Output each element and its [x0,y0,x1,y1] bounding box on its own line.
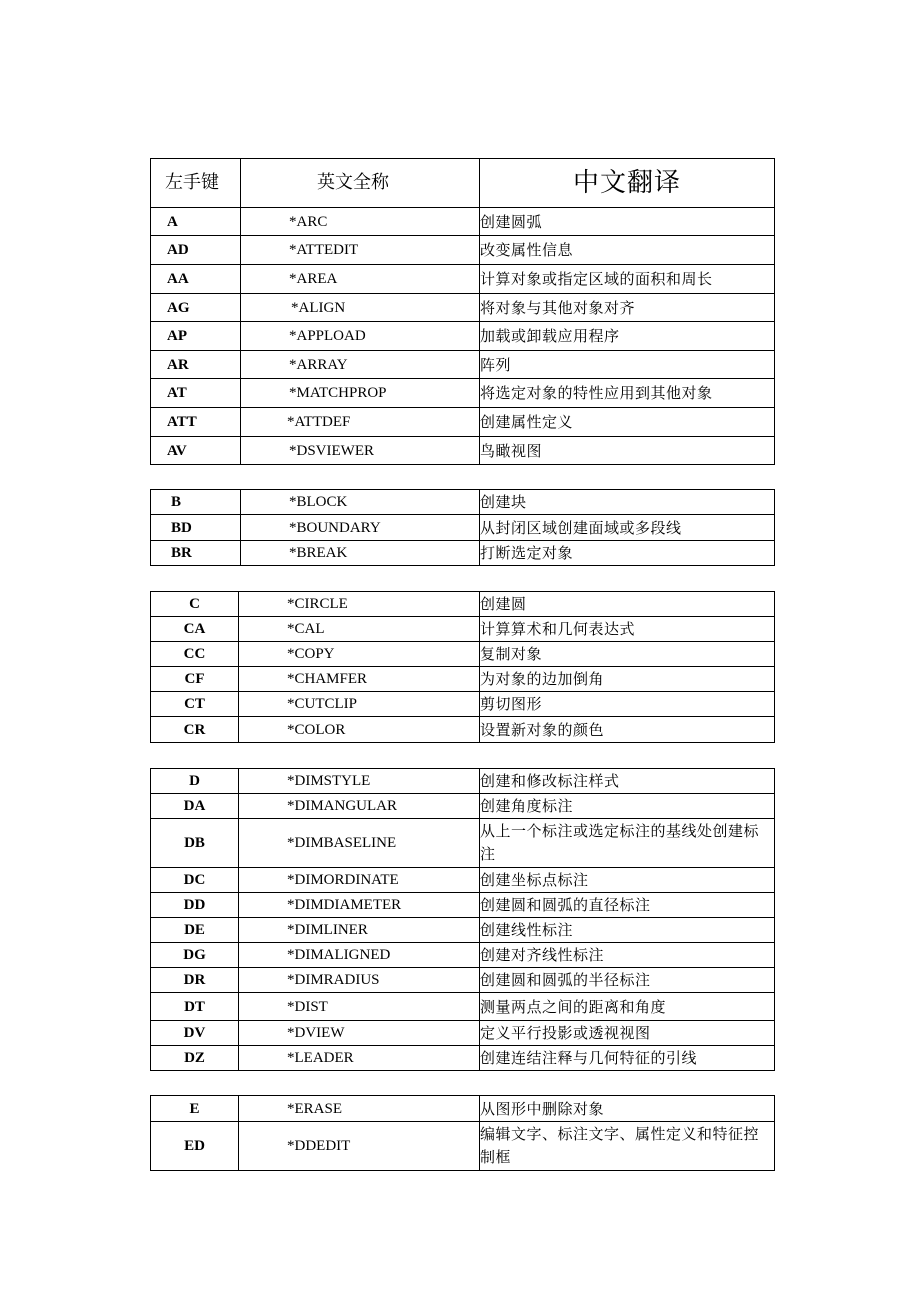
row-desc: 创建线性标注 [480,918,775,943]
row-desc: 定义平行投影或透视视图 [480,1021,775,1046]
row-cmd: *DIMBASELINE [239,819,480,868]
table-row [151,819,775,868]
row-cmd: *AREA [241,265,480,294]
row-key: ATT [151,408,241,437]
row-desc: 打断选定对象 [480,541,775,566]
header-cmd: 英文全称 [241,159,480,208]
table-row [151,592,775,617]
table-row [151,408,775,437]
row-desc: 从封闭区域创建面域或多段线 [480,515,775,541]
row-key: ED [151,1122,239,1171]
row-desc: 从图形中删除对象 [480,1096,775,1122]
row-cmd: *DIMANGULAR [239,794,480,819]
table-row [151,667,775,692]
row-key: CR [151,717,239,743]
table-row [151,642,775,667]
row-desc: 创建坐标点标注 [480,868,775,893]
row-cmd: *BREAK [241,541,480,566]
row-key: DE [151,918,239,943]
row-cmd: *BLOCK [241,490,480,515]
table-header-row [151,159,775,208]
row-cmd: *ALIGN [241,294,480,322]
row-desc: 从上一个标注或选定标注的基线处创建标注 [480,819,775,868]
row-cmd: *ARC [241,208,480,236]
row-key: DR [151,968,239,993]
row-cmd: *DDEDIT [239,1122,480,1171]
table-row [151,236,775,265]
header-key: 左手键 [151,159,241,208]
row-cmd: *DSVIEWER [241,437,480,465]
table-row [151,1021,775,1046]
row-key: AR [151,351,241,379]
table-row [151,490,775,515]
row-cmd: *MATCHPROP [241,379,480,408]
table-row [151,769,775,794]
row-key: DA [151,794,239,819]
table-row [151,794,775,819]
row-desc: 鸟瞰视图 [480,437,775,465]
row-key: AP [151,322,241,351]
row-key: CF [151,667,239,692]
row-cmd: *DVIEW [239,1021,480,1046]
table-row [151,692,775,717]
row-key: CT [151,692,239,717]
row-key: CA [151,617,239,642]
row-cmd: *DIMRADIUS [239,968,480,993]
row-cmd: *DIST [239,993,480,1021]
table-row [151,208,775,236]
table-row [151,322,775,351]
row-key: C [151,592,239,617]
row-key: AV [151,437,241,465]
row-cmd: *DIMALIGNED [239,943,480,968]
row-desc: 创建对齐线性标注 [480,943,775,968]
row-desc: 计算算术和几何表达式 [480,617,775,642]
row-cmd: *CAL [239,617,480,642]
row-desc: 创建圆弧 [480,208,775,236]
row-key: DC [151,868,239,893]
table-a-group [150,158,775,465]
table-row [151,515,775,541]
row-key: CC [151,642,239,667]
row-cmd: *APPLOAD [241,322,480,351]
row-cmd: *ATTEDIT [241,236,480,265]
row-desc: 为对象的边加倒角 [480,667,775,692]
table-row [151,918,775,943]
header-desc: 中文翻译 [480,159,775,208]
row-key: B [151,490,241,515]
row-cmd: *CUTCLIP [239,692,480,717]
row-desc: 阵列 [480,351,775,379]
row-cmd: *ERASE [239,1096,480,1122]
row-key: BD [151,515,241,541]
row-cmd: *DIMLINER [239,918,480,943]
row-desc: 设置新对象的颜色 [480,717,775,743]
table-b-group [150,489,775,566]
row-desc: 创建和修改标注样式 [480,769,775,794]
row-desc: 创建圆和圆弧的半径标注 [480,968,775,993]
row-desc: 创建块 [480,490,775,515]
table-row [151,1046,775,1071]
row-desc: 改变属性信息 [480,236,775,265]
row-key: BR [151,541,241,566]
row-key: DT [151,993,239,1021]
table-row [151,265,775,294]
table-row [151,294,775,322]
row-key: DZ [151,1046,239,1071]
row-desc: 剪切图形 [480,692,775,717]
table-row [151,1096,775,1122]
row-cmd: *BOUNDARY [241,515,480,541]
row-desc: 复制对象 [480,642,775,667]
table-row [151,379,775,408]
row-desc: 创建属性定义 [480,408,775,437]
row-key: DD [151,893,239,918]
row-key: AG [151,294,241,322]
row-cmd: *CIRCLE [239,592,480,617]
table-row [151,541,775,566]
table-row [151,351,775,379]
row-desc: 编辑文字、标注文字、属性定义和特征控制框 [480,1122,775,1171]
table-d-group [150,768,775,1071]
row-desc: 加载或卸载应用程序 [480,322,775,351]
row-desc: 创建圆和圆弧的直径标注 [480,893,775,918]
row-key: DB [151,819,239,868]
row-cmd: *ARRAY [241,351,480,379]
row-key: E [151,1096,239,1122]
table-row [151,717,775,743]
table-c-group [150,591,775,743]
row-key: DG [151,943,239,968]
row-cmd: *DIMORDINATE [239,868,480,893]
row-cmd: *ATTDEF [241,408,480,437]
row-key: AT [151,379,241,408]
table-row [151,943,775,968]
row-cmd: *DIMDIAMETER [239,893,480,918]
row-desc: 计算对象或指定区域的面积和周长 [480,265,775,294]
row-desc: 将选定对象的特性应用到其他对象 [480,379,775,408]
row-key: AD [151,236,241,265]
row-key: D [151,769,239,794]
row-key: DV [151,1021,239,1046]
row-key: A [151,208,241,236]
row-key: AA [151,265,241,294]
table-row [151,868,775,893]
table-row [151,993,775,1021]
table-row [151,617,775,642]
row-cmd: *COPY [239,642,480,667]
table-row [151,968,775,993]
table-row [151,893,775,918]
row-cmd: *DIMSTYLE [239,769,480,794]
row-cmd: *COLOR [239,717,480,743]
row-desc: 测量两点之间的距离和角度 [480,993,775,1021]
table-e-group [150,1095,775,1171]
table-row [151,1122,775,1171]
row-desc: 创建连结注释与几何特征的引线 [480,1046,775,1071]
row-desc: 将对象与其他对象对齐 [480,294,775,322]
row-desc: 创建圆 [480,592,775,617]
table-row [151,437,775,465]
row-cmd: *CHAMFER [239,667,480,692]
row-desc: 创建角度标注 [480,794,775,819]
row-cmd: *LEADER [239,1046,480,1071]
